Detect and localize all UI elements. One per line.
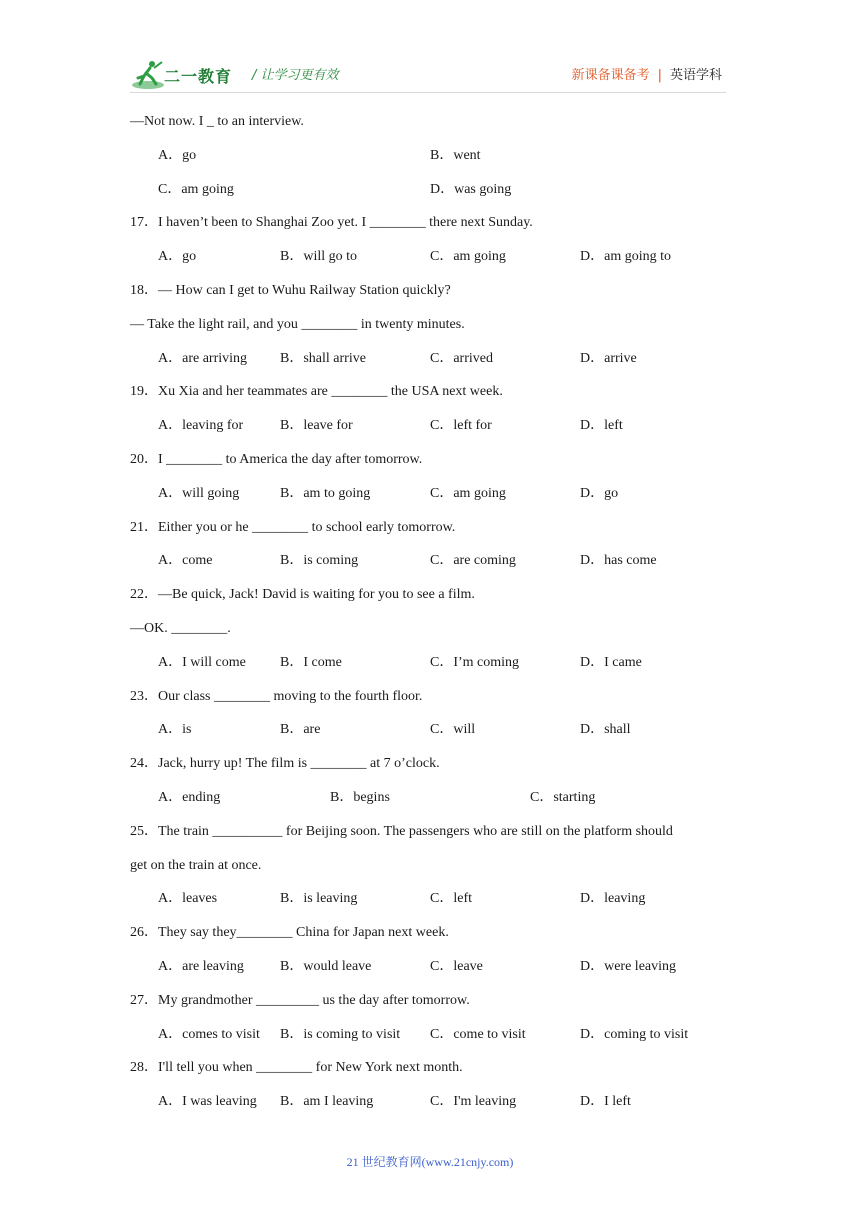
- question-line: —OK. ________.: [130, 620, 231, 636]
- question-line: —Not now. I _ to an interview.: [130, 114, 304, 129]
- option-c: C．are coming: [430, 553, 516, 569]
- option-c: C．am going: [430, 249, 506, 265]
- runner-logo-icon: [130, 58, 166, 92]
- option-b: B．begins: [330, 789, 390, 805]
- page-footer: 21 世纪教育网(www.21cnjy.com): [346, 1155, 514, 1169]
- option-a: A．leaves: [158, 891, 218, 907]
- question-line: 22．—Be quick, Jack! David is waiting for you to see a film.: [130, 587, 475, 603]
- option-d: D．coming to visit: [580, 1026, 689, 1042]
- option-d: D．I left: [580, 1094, 631, 1110]
- question-line: 28．I'll tell you when ________ for New York next month.: [130, 1060, 463, 1076]
- options-row: [130, 347, 730, 381]
- option-a: A．I was leaving: [158, 1094, 257, 1110]
- question-line: 27．My grandmother _________ us the day after tomorrow.: [130, 992, 470, 1008]
- option-d: D．arrive: [580, 350, 637, 366]
- option-a: A．I will come: [158, 654, 246, 670]
- options-row: [130, 1023, 730, 1057]
- option-c: C．left for: [430, 418, 492, 434]
- options-row: [130, 718, 730, 752]
- option-a: A．go: [158, 249, 197, 265]
- options-row: [130, 955, 730, 989]
- header-separator: |: [657, 68, 662, 83]
- option-d: D．has come: [580, 553, 657, 569]
- subject-label: 英语学科: [669, 68, 722, 83]
- option-b: B．is coming: [280, 553, 359, 569]
- question-line: — Take the light rail, and you ________ in twenty minutes.: [130, 316, 465, 332]
- options-row: [130, 887, 730, 921]
- option-a: A．come: [158, 553, 213, 569]
- options-row: [130, 549, 730, 583]
- option-a: A．are arriving: [158, 350, 248, 366]
- options-row: [130, 651, 730, 685]
- option-c: C．come to visit: [430, 1026, 526, 1042]
- option-c: C．am going: [430, 485, 506, 501]
- option-a: A．is: [158, 722, 192, 738]
- question-line: 24．Jack, hurry up! The film is ________ at 7 o’clock.: [130, 756, 440, 772]
- option-c: C．starting: [530, 789, 596, 805]
- option-b: B．am to going: [280, 485, 371, 501]
- option-d: D．were leaving: [580, 958, 677, 974]
- option-d: D．shall: [580, 722, 631, 738]
- option-a: A．will going: [158, 485, 240, 501]
- option-b: B．shall arrive: [280, 350, 366, 366]
- header-right: [572, 64, 722, 83]
- option-c: C．I’m coming: [430, 654, 520, 670]
- option-d: D．leaving: [580, 891, 646, 907]
- logo-text: 二一教育: [164, 67, 233, 86]
- option-a: A．ending: [158, 789, 221, 805]
- options-row: [130, 482, 730, 516]
- course-label: 新课备课备考: [571, 68, 650, 83]
- option-c: C．am going: [158, 181, 234, 197]
- question-line: get on the train at once.: [130, 857, 262, 873]
- option-d: D．left: [580, 418, 623, 434]
- options-row: [130, 1090, 730, 1124]
- option-b: B．I come: [280, 654, 342, 670]
- question-line: 26．They say they________ China for Japan next week.: [130, 925, 449, 941]
- options-row: [130, 178, 730, 212]
- question-line: 23．Our class ________ moving to the fourth floor.: [130, 688, 423, 704]
- options-row: [130, 144, 730, 178]
- option-b: B．would leave: [280, 958, 372, 974]
- page-header: [130, 58, 726, 92]
- question-list: [130, 110, 730, 1124]
- option-b: B．is coming to visit: [280, 1026, 401, 1042]
- option-a: A．comes to visit: [158, 1026, 260, 1042]
- slogan: / 让学习更有效: [252, 68, 339, 83]
- option-c: C．left: [430, 891, 472, 907]
- option-c: C．leave: [430, 958, 483, 974]
- options-row: [130, 414, 730, 448]
- option-b: B．went: [430, 147, 481, 163]
- option-d: D．was going: [430, 181, 512, 197]
- option-d: D．go: [580, 485, 619, 501]
- header-divider: [130, 92, 726, 93]
- question-line: 21．Either you or he ________ to school early tomorrow.: [130, 519, 456, 535]
- question-line: 25．The train __________ for Beijing soon. The passengers who are still on the platform should: [130, 823, 673, 839]
- option-d: D．I came: [580, 654, 642, 670]
- option-d: D．am going to: [580, 249, 671, 265]
- option-c: C．will: [430, 722, 476, 738]
- options-row: [130, 786, 730, 820]
- question-line: 19．Xu Xia and her teammates are ________ the USA next week.: [130, 384, 503, 400]
- option-b: B．leave for: [280, 418, 353, 434]
- option-a: A．leaving for: [158, 418, 244, 434]
- option-a: A．are leaving: [158, 958, 244, 974]
- option-c: C．I'm leaving: [430, 1094, 517, 1110]
- option-a: A．go: [158, 147, 197, 163]
- question-line: 18．— How can I get to Wuhu Railway Station quickly?: [130, 282, 451, 298]
- options-row: [130, 245, 730, 279]
- question-line: 17．I haven’t been to Shanghai Zoo yet. I ________ there next Sunday.: [130, 215, 533, 231]
- option-b: B．am I leaving: [280, 1094, 374, 1110]
- logo: [130, 58, 242, 92]
- option-c: C．arrived: [430, 350, 493, 366]
- option-b: B．will go to: [280, 249, 358, 265]
- option-b: B．are: [280, 722, 321, 738]
- option-b: B．is leaving: [280, 891, 358, 907]
- question-line: 20．I ________ to America the day after tomorrow.: [130, 451, 423, 467]
